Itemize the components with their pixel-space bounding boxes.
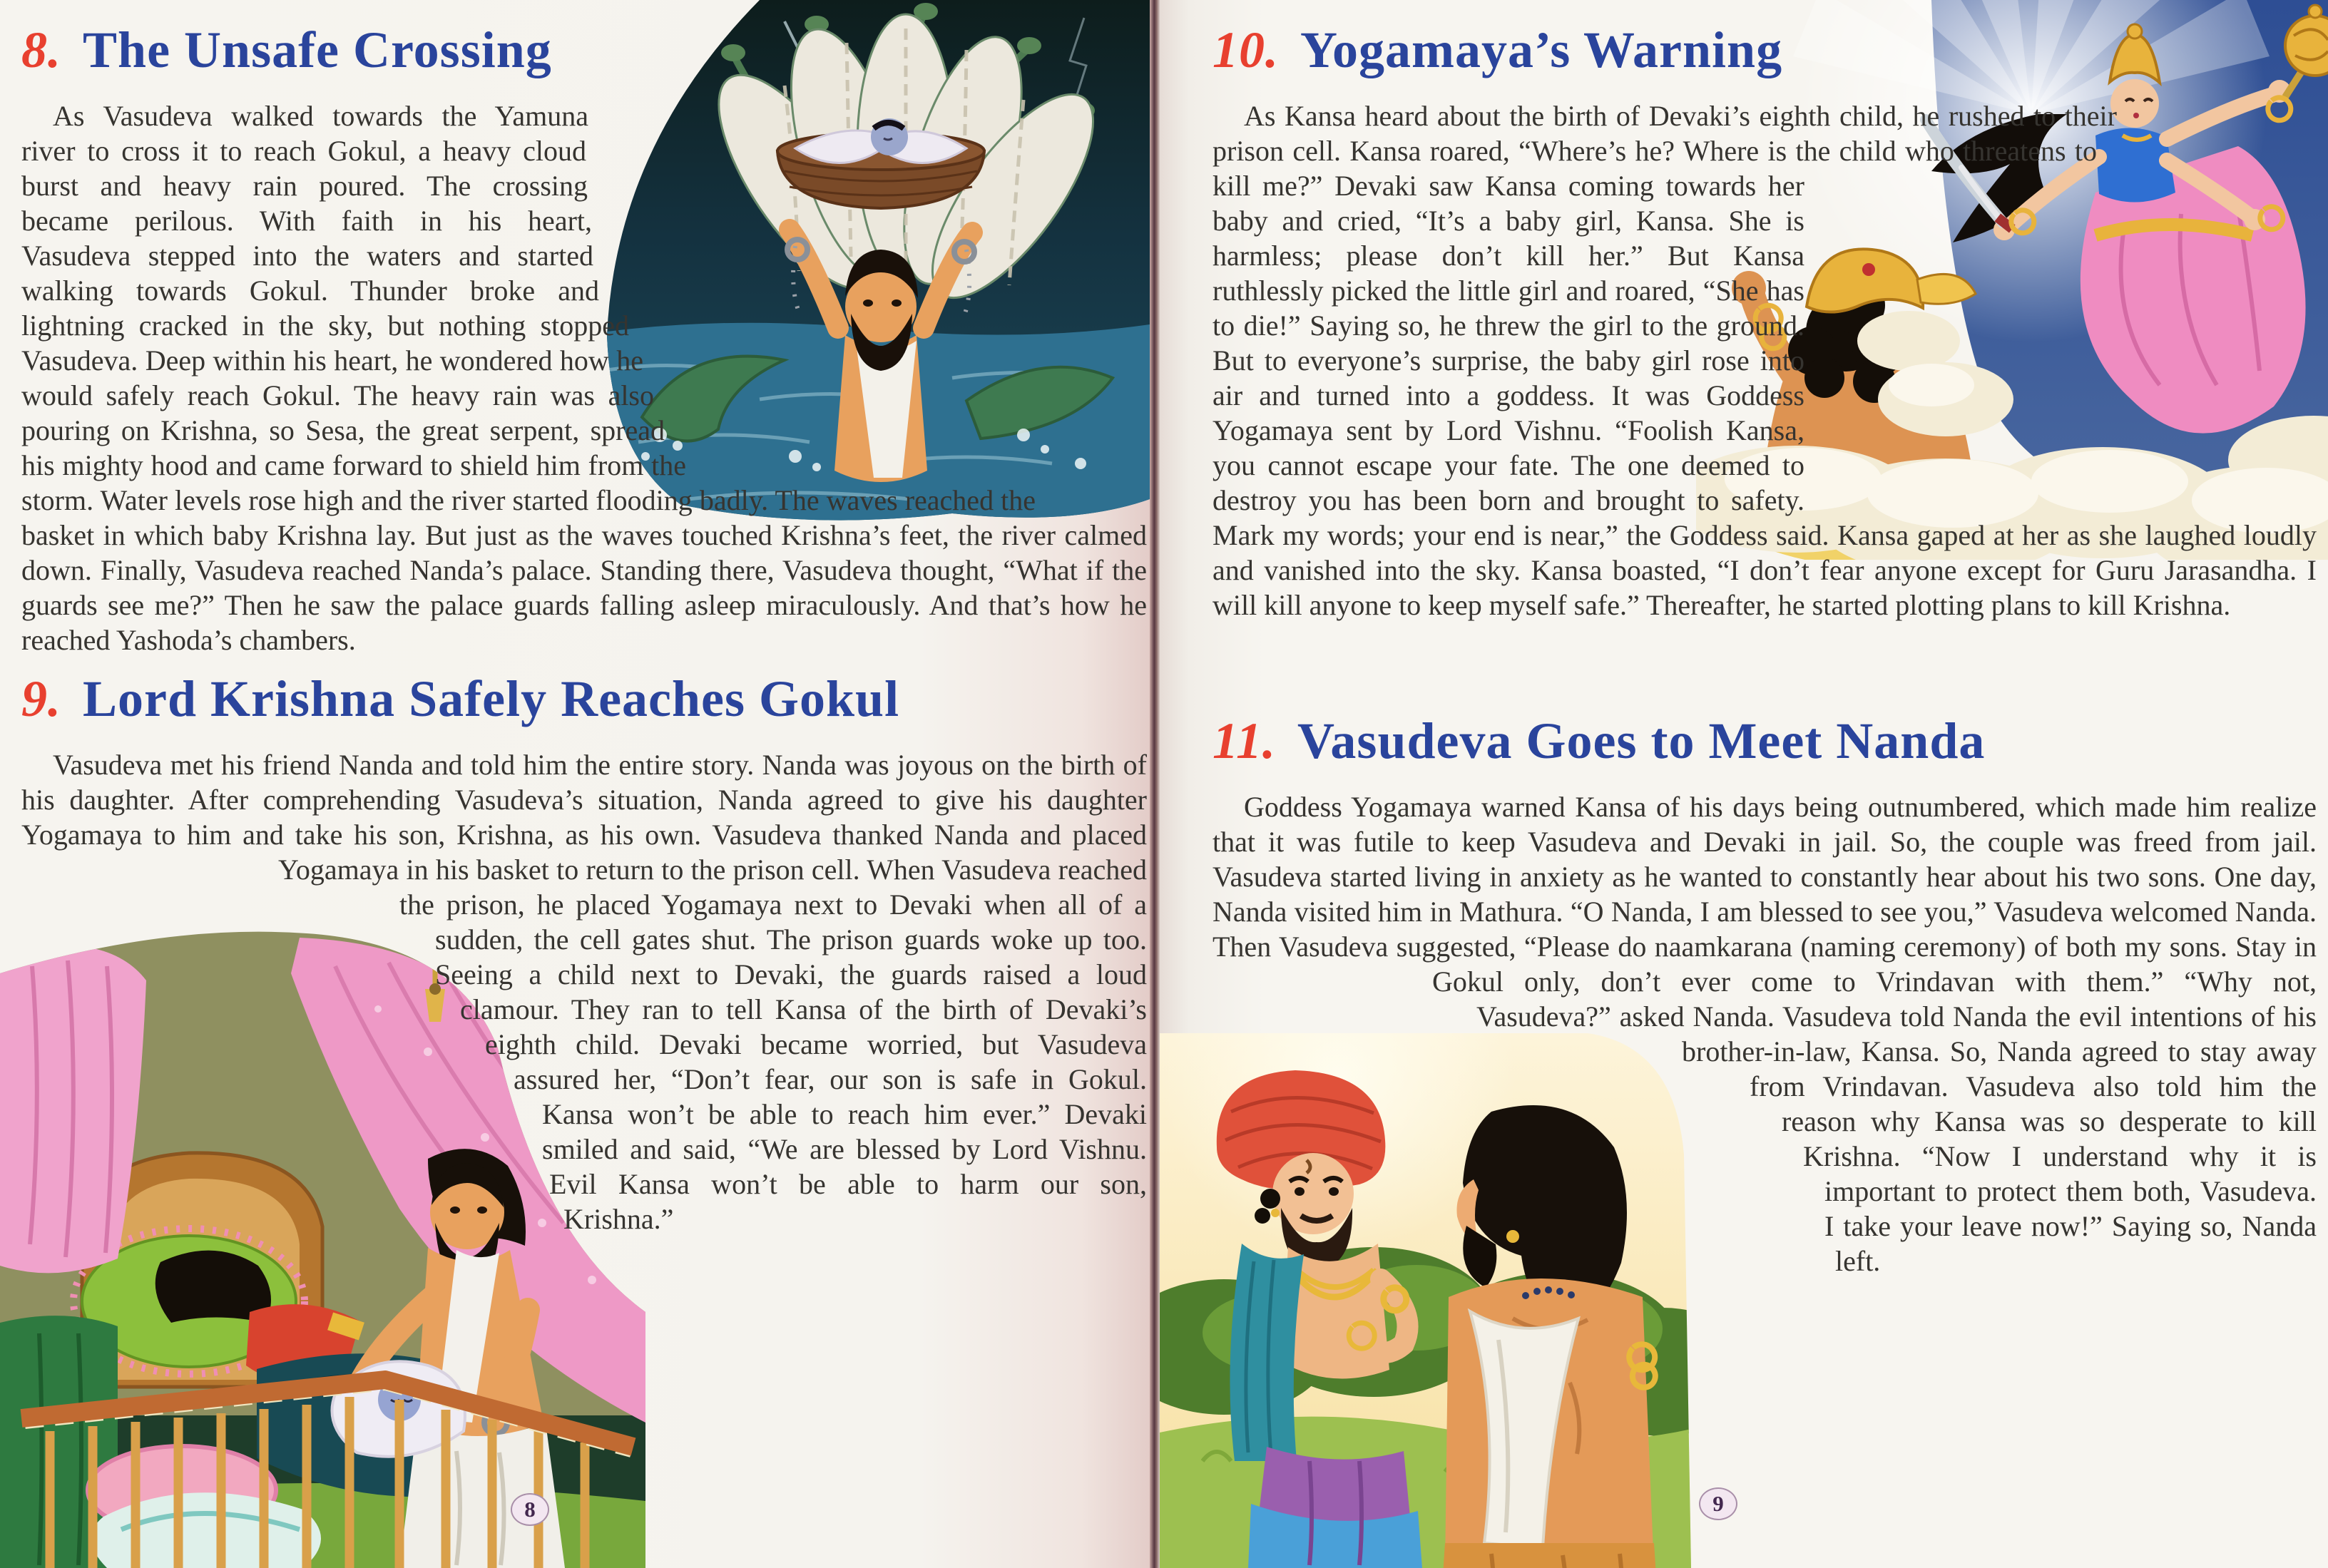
section-8-title: The Unsafe Crossing [83, 21, 552, 78]
text-wrap-spacer [1804, 413, 2317, 448]
text-wrap-spacer [21, 1097, 499, 1132]
text-wrap-spacer [1804, 203, 2317, 238]
text-wrap-spacer [665, 413, 1147, 448]
text-wrap-spacer [1212, 1279, 1846, 1313]
book-spine-gutter [1150, 0, 1160, 1568]
text-wrap-spacer [2097, 133, 2317, 168]
text-wrap-spacer [1804, 343, 2317, 378]
section-11-heading [1212, 708, 2317, 774]
text-wrap-spacer [1804, 448, 2317, 483]
section-8-heading [21, 17, 1147, 83]
text-wrap-spacer [1804, 378, 2317, 413]
text-wrap-spacer [2117, 98, 2317, 133]
left-page-content [0, 0, 1150, 1341]
page-number-badge: 8 [511, 1493, 549, 1526]
text-wrap-spacer [588, 168, 1147, 203]
text-wrap-spacer [1212, 964, 1432, 999]
text-wrap-spacer [599, 273, 1147, 308]
section-11-paragraph: Goddess Yogamaya warned Kansa of his days being outnumbered, which made him realize that it was futile to keep Vasudeva and Devaki in jail. So, the couple was freed from jail. Vasudeva started living in anxiety as he wanted to constantly hear about his two sons. One day, Nanda visited him in Mathura. “O Nanda, I am blessed to see you,” Vasudeva welcomed Nanda. Then Vasudeva suggested, “Please do naamkarana (naming ceremony) of both my sons. Stay in Gokul only, don’t ever come to Vrindavan with them.” “Why not, Vasudeva?” asked Nanda. Vasudeva told Nanda the evil intentions of his brother-in-law, Kansa. So, Nanda agreed to stay away from Vrindavan. Vasudeva also told him the reason why Kansa was so desperate to kill Krishna. “Now I understand why it is important to protect them both, Vasudeva. I take your leave now!” Saying so, Nanda left. [1212, 789, 2317, 1383]
left-page [0, 0, 1150, 1568]
text-wrap-spacer [686, 448, 1147, 483]
section-10-title: Yogamaya’s Warning [1300, 21, 1783, 78]
text-wrap-spacer [21, 1306, 563, 1341]
text-wrap-spacer [21, 922, 396, 957]
text-wrap-spacer [1212, 1174, 1824, 1209]
text-wrap-spacer [593, 238, 1147, 273]
page-number-badge: 9 [1699, 1487, 1737, 1520]
text-wrap-spacer [643, 343, 1147, 378]
text-wrap-spacer [21, 992, 460, 1027]
text-wrap-spacer [1036, 483, 1147, 518]
text-wrap-spacer [21, 852, 278, 887]
text-wrap-spacer [1804, 483, 2317, 518]
section-8-number: 8. [21, 21, 61, 78]
text-wrap-spacer [1212, 1069, 1750, 1104]
right-page-content [1160, 0, 2328, 1383]
text-wrap-spacer [21, 1132, 542, 1167]
text-wrap-spacer [1804, 308, 2317, 343]
text-wrap-spacer [588, 98, 1147, 133]
section-10-heading [1212, 17, 2317, 83]
text-wrap-spacer [1212, 1313, 1846, 1348]
text-wrap-spacer [21, 1201, 563, 1236]
text-wrap-spacer [1212, 1139, 1803, 1174]
text-wrap-spacer [1212, 1034, 1682, 1069]
section-10-paragraph: As Kansa heard about the birth of Devaki’s eighth child, he rushed to their prison cell. Kansa roared, “Where’s he? Where is the child who threatens to kill me?” Devaki saw Kansa coming towards her baby and cried, “It’s a baby girl, Kansa. She is harmless; please don’t kill her.” But Kansa ruthlessly picked the little girl and roared, “She has to die!” Saying so, he threw the girl to the ground. But to everyone’s surprise, the baby girl rose into air and turned into a goddess. It was Goddess Yogamaya sent by Lord Vishnu. “Foolish Kansa, you cannot escape your fate. The one deemed to destroy you has been born and brought to safety. Mark my words; your end is near,” the Goddess said. Kansa gaped at her as she laughed loudly and vanished into the sky. Kansa boasted, “I don’t fear anyone except for Guru Jarasandha. I will kill anyone to keep myself safe.” Thereafter, he started plotting plans to kill Krishna. [1212, 100, 2317, 621]
text-wrap-spacer [654, 378, 1147, 413]
text-wrap-spacer [21, 1271, 571, 1306]
section-9-title: Lord Krishna Safely Reaches Gokul [83, 670, 900, 727]
right-page [1160, 0, 2328, 1568]
section-9-paragraph: Vasudeva met his friend Nanda and told him the entire story. Nanda was joyous on the birth of his daughter. After comprehending Vasudeva’s situation, Nanda agreed to give his daughter Yogamaya to him and take his son, Krishna, as his own. Vasudeva thanked Nanda and placed Yogamaya in his basket to return to the prison cell. When Vasudeva reached the prison, he placed Yogamaya next to Devaki when all of a sudden, the cell gates shut. The prison guards woke up too. Seeing a child next to Devaki, the guards raised a loud clamour. They ran to tell Kansa of the birth of Devaki’s eighth child. Devaki became worried, but Vasudeva assured her, “Don’t fear, our son is safe in Gokul. Kansa won’t be able to reach him ever.” Devaki smiled and said, “We are blessed by Lord Vishnu. Evil Kansa won’t be able to harm our son, Krishna.” [21, 747, 1147, 1341]
text-wrap-spacer [21, 957, 435, 992]
text-wrap-spacer [586, 133, 1147, 168]
text-wrap-spacer [1212, 1104, 1782, 1139]
text-wrap-spacer [1212, 1244, 1835, 1279]
text-wrap-spacer [21, 1236, 563, 1271]
section-9-number: 9. [21, 670, 61, 727]
text-wrap-spacer [1804, 168, 2317, 203]
text-wrap-spacer [21, 1027, 485, 1062]
text-wrap-spacer [1804, 273, 2317, 308]
section-11-title: Vasudeva Goes to Meet Nanda [1297, 712, 1986, 769]
section-11-number: 11. [1212, 712, 1277, 769]
section-8-paragraph: As Vasudeva walked towards the Yamuna river to cross it to reach Gokul, a heavy cloud burst and heavy rain poured. The crossing became perilous. With faith in his heart, Vasudeva stepped into the waters and started walking towards Gokul. Thunder broke and lightning cracked in the sky, but nothing stopped Vasudeva. Deep within his heart, he wondered how he would safely reach Gokul. The heavy rain was also pouring on Krishna, so Sesa, the great serpent, spread his mighty hood and came forward to shield him from the storm. Water levels rose high and the river started flooding badly. The waves reached the basket in which baby Krishna lay. But just as the waves touched Krishna’s feet, the river calmed down. Finally, Vasudeva reached Nanda’s palace. Standing there, Vasudeva thought, “What if the guards see me?” Then he saw the palace guards falling asleep miraculously. And that’s how he reached Yashoda’s chambers. [21, 100, 1147, 656]
text-wrap-spacer [1212, 999, 1476, 1034]
section-9-heading [21, 666, 1147, 732]
text-wrap-spacer [1804, 238, 2317, 273]
text-wrap-spacer [21, 887, 399, 922]
text-wrap-spacer [21, 1062, 514, 1097]
text-wrap-spacer [21, 1167, 549, 1201]
section-10-number: 10. [1212, 21, 1279, 78]
text-wrap-spacer [592, 203, 1147, 238]
text-wrap-spacer [1212, 1209, 1824, 1244]
text-wrap-spacer [1212, 1348, 1832, 1383]
text-wrap-spacer [629, 308, 1147, 343]
